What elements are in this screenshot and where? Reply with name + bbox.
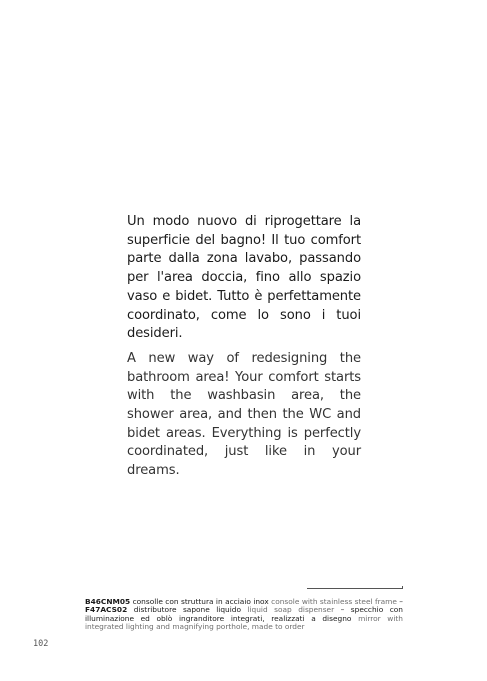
caption-english-text: mirror with integrated lighting and magnifying porthole, made to order <box>85 613 403 632</box>
caption-separator: – <box>396 597 404 606</box>
product-code: F47ACS02 <box>85 605 128 615</box>
caption-italian-text: consolle con struttura in acciaio inox <box>130 597 272 606</box>
product-caption <box>85 598 403 632</box>
caption-divider <box>307 588 403 589</box>
caption-separator: – <box>334 605 351 615</box>
english-paragraph: A new way of redesigning the bathroom area! Your comfort starts with the washbasin area, the shower area, and then the WC and bidet areas. Everything is perfectly coordinated, just like in your dreams. <box>127 350 361 479</box>
italian-paragraph: Un modo nuovo di riprogettare la superficie del bagno! Il tuo comfort parte dalla zona lavabo, passando per l'area doccia, fino allo spazio vaso e bidet. Tutto è perfettamente coordinato, come lo sono i tuoi desideri. <box>127 214 361 342</box>
page-number: 102 <box>33 639 49 649</box>
caption-english-text: console with stainless steel frame <box>271 597 397 606</box>
caption-english-text: liquid soap dispenser <box>247 605 335 615</box>
product-code: B46CNM05 <box>85 597 131 606</box>
intro-text-block <box>127 213 361 481</box>
caption-italian-text: distributore sapone liquido <box>127 605 248 615</box>
caption-italian-text: specchio con illuminazione ed oblò ingranditore integrati, realizzati a disegno <box>85 605 403 623</box>
